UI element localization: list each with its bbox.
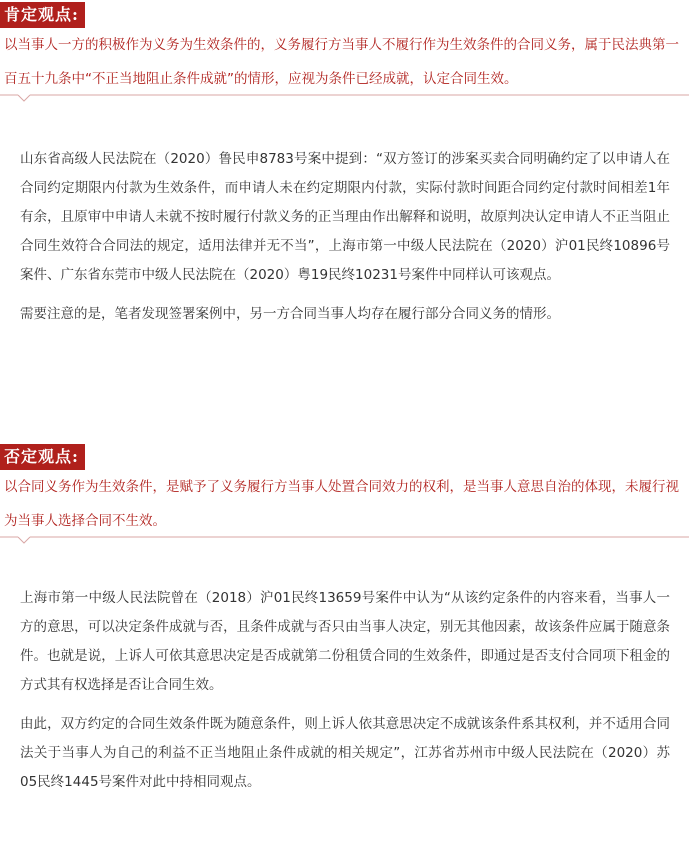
body-paragraph: 上海市第一中级人民法院曾在（2018）沪01民终13659号案件中认为“从该约定条件的内容来看，当事人一方的意思，可以决定条件成就与否，且条件成就与否只由当事人决定，别无其他因素，故该条件应属于随意条件。也就是说，上诉人可依其意思决定是否成就第二份租赁合同的生效条件，即通过是否支付合同项下租金的方式其有权选择是否让合同生效。 (20, 590, 670, 693)
body-paragraph: 需要注意的是，笔者发现签署案例中，另一方合同当事人均存在履行部分合同义务的情形。 (20, 306, 560, 322)
affirmative-view-statement: 以当事人一方的积极作为义务为生效条件的，义务履行方当事人不履行作为生效条件的合同义务，属于民法典第一百五十九条中“不正当地阻止条件成就”的情形，应视为条件已经成就，认定合同生效。 (4, 37, 679, 87)
affirmative-view-body (20, 145, 670, 339)
section-divider (0, 534, 689, 546)
negative-view-body (20, 584, 670, 807)
negative-view-tag: 否定观点: (0, 444, 85, 470)
body-paragraph: 山东省高级人民法院在（2020）鲁民申8783号案中提到：“双方签订的涉案买卖合同明确约定了以申请人在合同约定期限内付款为生效条件，而申请人未在约定期限内付款，实际付款时间距合同约定付款时间相差1年有余，且原审中申请人未就不按时履行付款义务的正当理由作出解释和说明，故原判决认定申请人不正当阻止合同生效符合合同法的规定，适用法律并无不当”，上海市第一中级人民法院在（2020）沪01民终10896号案件、广东省东莞市中级人民法院在（2020）粤19民终10231号案件中同样认可该观点。 (20, 151, 670, 283)
section-divider (0, 92, 689, 104)
negative-view-statement: 以合同义务作为生效条件，是赋予了义务履行方当事人处置合同效力的权利，是当事人意思自治的体现，未履行视为当事人选择合同不生效。 (4, 479, 679, 529)
body-paragraph: 由此，双方约定的合同生效条件既为随意条件，则上诉人依其意思决定不成就该条件系其权利，并不适用合同法关于当事人为自己的利益不正当地阻止条件成就的相关规定”，江苏省苏州市中级人民法院在（2020）苏05民终1445号案件对此中持相同观点。 (20, 716, 670, 790)
affirmative-view-tag: 肯定观点: (0, 2, 85, 28)
